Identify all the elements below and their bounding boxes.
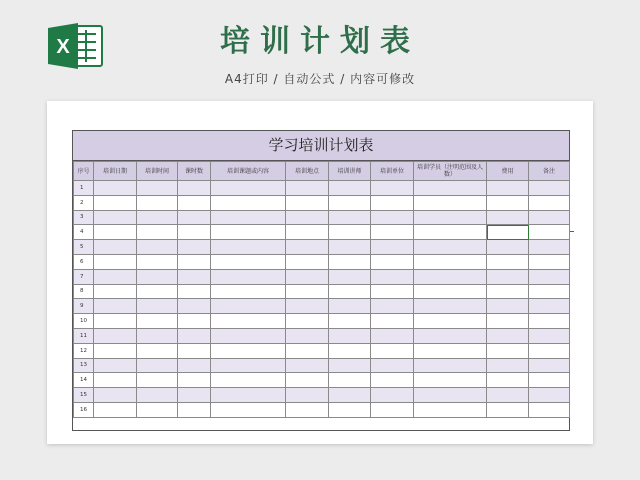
table-cell[interactable] bbox=[286, 195, 329, 210]
table-cell[interactable] bbox=[211, 358, 286, 373]
table-cell[interactable] bbox=[371, 195, 414, 210]
table-cell[interactable] bbox=[529, 195, 570, 210]
table-cell[interactable] bbox=[414, 195, 487, 210]
table-cell[interactable] bbox=[286, 328, 329, 343]
table-cell[interactable] bbox=[529, 181, 570, 196]
table-row bbox=[74, 269, 570, 284]
table-cell[interactable] bbox=[329, 195, 371, 210]
table-cell[interactable] bbox=[211, 195, 286, 210]
column-header[interactable]: 培训课题或内容 bbox=[211, 162, 286, 181]
table-cell[interactable] bbox=[414, 314, 487, 329]
row-number-cell[interactable]: 1 bbox=[74, 181, 94, 196]
table-cell[interactable] bbox=[529, 388, 570, 403]
table-cell[interactable] bbox=[211, 269, 286, 284]
column-header[interactable]: 培训讲师 bbox=[329, 162, 371, 181]
table-cell[interactable] bbox=[371, 210, 414, 225]
table-cell[interactable] bbox=[487, 358, 529, 373]
table-row bbox=[74, 240, 570, 255]
table-cell[interactable] bbox=[371, 388, 414, 403]
table-row bbox=[74, 225, 570, 240]
table-cell[interactable] bbox=[178, 402, 211, 417]
table-cell[interactable] bbox=[94, 225, 137, 240]
table-cell[interactable] bbox=[178, 181, 211, 196]
table-cell[interactable] bbox=[178, 299, 211, 314]
table-cell[interactable] bbox=[211, 254, 286, 269]
table-cell[interactable] bbox=[329, 328, 371, 343]
table-body bbox=[74, 181, 570, 418]
table-cell[interactable] bbox=[94, 373, 137, 388]
table-cell[interactable] bbox=[529, 240, 570, 255]
table-cell[interactable] bbox=[137, 343, 178, 358]
table-cell[interactable] bbox=[487, 269, 529, 284]
table-cell[interactable] bbox=[329, 373, 371, 388]
table-cell[interactable] bbox=[94, 328, 137, 343]
table-cell[interactable] bbox=[414, 402, 487, 417]
table-cell[interactable] bbox=[211, 402, 286, 417]
spreadsheet-preview bbox=[47, 101, 593, 444]
table-cell[interactable] bbox=[487, 210, 529, 225]
table-cell[interactable] bbox=[487, 343, 529, 358]
table-cell[interactable] bbox=[178, 240, 211, 255]
table-cell[interactable] bbox=[329, 402, 371, 417]
table-cell[interactable] bbox=[137, 388, 178, 403]
table-cell[interactable] bbox=[286, 284, 329, 299]
table-cell[interactable] bbox=[211, 343, 286, 358]
table-cell[interactable] bbox=[286, 388, 329, 403]
table-cell[interactable] bbox=[487, 284, 529, 299]
table-cell[interactable] bbox=[137, 284, 178, 299]
table-cell[interactable] bbox=[94, 254, 137, 269]
table-row bbox=[74, 181, 570, 196]
table-cell[interactable] bbox=[371, 181, 414, 196]
table-cell[interactable] bbox=[178, 328, 211, 343]
table-cell[interactable] bbox=[286, 225, 329, 240]
table-cell[interactable] bbox=[414, 254, 487, 269]
row-number-cell[interactable]: 9 bbox=[74, 299, 94, 314]
table-cell[interactable] bbox=[371, 402, 414, 417]
table-cell[interactable] bbox=[178, 343, 211, 358]
table-cell[interactable] bbox=[371, 284, 414, 299]
table-cell[interactable] bbox=[211, 240, 286, 255]
training-plan-sheet bbox=[72, 130, 570, 431]
table-cell[interactable] bbox=[371, 225, 414, 240]
column-header[interactable]: 培训地点 bbox=[286, 162, 329, 181]
row-number-cell[interactable]: 15 bbox=[74, 388, 94, 403]
table-cell[interactable] bbox=[414, 284, 487, 299]
table-cell[interactable] bbox=[178, 254, 211, 269]
table-cell[interactable] bbox=[529, 210, 570, 225]
table-cell[interactable] bbox=[94, 284, 137, 299]
table-cell[interactable] bbox=[414, 181, 487, 196]
table-cell[interactable] bbox=[211, 328, 286, 343]
sheet-title: 学习培训计划表 bbox=[73, 131, 569, 161]
table-cell[interactable] bbox=[178, 210, 211, 225]
row-number-cell[interactable]: 6 bbox=[74, 254, 94, 269]
table-cell[interactable] bbox=[94, 269, 137, 284]
table-cell[interactable] bbox=[94, 402, 137, 417]
table-cell[interactable] bbox=[371, 328, 414, 343]
table-cell[interactable] bbox=[178, 373, 211, 388]
table-cell[interactable] bbox=[529, 299, 570, 314]
row-number-cell[interactable]: 11 bbox=[74, 328, 94, 343]
table-cell[interactable] bbox=[529, 328, 570, 343]
table-cell[interactable] bbox=[487, 373, 529, 388]
table-cell[interactable] bbox=[286, 343, 329, 358]
table-cell[interactable] bbox=[137, 299, 178, 314]
table-cell[interactable] bbox=[414, 225, 487, 240]
table-cell[interactable] bbox=[329, 388, 371, 403]
table-cell[interactable] bbox=[529, 402, 570, 417]
column-header[interactable]: 培训学员（注明范围及人数） bbox=[414, 162, 487, 181]
table-cell[interactable] bbox=[178, 269, 211, 284]
column-header[interactable]: 课时数 bbox=[178, 162, 211, 181]
table-cell[interactable] bbox=[94, 181, 137, 196]
table-cell[interactable] bbox=[286, 402, 329, 417]
table-cell[interactable] bbox=[211, 388, 286, 403]
table-cell[interactable] bbox=[137, 328, 178, 343]
table-cell[interactable] bbox=[94, 343, 137, 358]
table-cell[interactable] bbox=[329, 358, 371, 373]
table-cell[interactable] bbox=[137, 210, 178, 225]
table-cell[interactable] bbox=[529, 314, 570, 329]
table-cell[interactable] bbox=[94, 388, 137, 403]
table-cell[interactable] bbox=[286, 358, 329, 373]
table-cell[interactable] bbox=[529, 269, 570, 284]
table-row bbox=[74, 388, 570, 403]
table-cell[interactable] bbox=[137, 254, 178, 269]
table-cell[interactable] bbox=[94, 195, 137, 210]
table-cell[interactable] bbox=[371, 343, 414, 358]
table-row bbox=[74, 328, 570, 343]
table-cell[interactable] bbox=[414, 358, 487, 373]
row-number-cell[interactable]: 12 bbox=[74, 343, 94, 358]
column-header[interactable]: 培训单位 bbox=[371, 162, 414, 181]
table-cell[interactable] bbox=[487, 328, 529, 343]
table-row bbox=[74, 314, 570, 329]
table-row bbox=[74, 210, 570, 225]
table-cell[interactable] bbox=[211, 181, 286, 196]
table-cell[interactable] bbox=[487, 402, 529, 417]
table-cell[interactable] bbox=[371, 373, 414, 388]
table-cell[interactable] bbox=[286, 240, 329, 255]
row-number-cell[interactable]: 7 bbox=[74, 269, 94, 284]
page-subtitle: A4打印 / 自动公式 / 内容可修改 bbox=[224, 72, 416, 86]
table-cell[interactable] bbox=[178, 314, 211, 329]
table-cell[interactable] bbox=[529, 358, 570, 373]
training-plan-table bbox=[73, 161, 570, 418]
row-number-cell[interactable]: 5 bbox=[74, 240, 94, 255]
table-cell[interactable] bbox=[329, 254, 371, 269]
column-header[interactable]: 培训时间 bbox=[137, 162, 178, 181]
table-row bbox=[74, 195, 570, 210]
table-cell[interactable] bbox=[178, 284, 211, 299]
table-header-row bbox=[74, 162, 570, 181]
table-cell[interactable] bbox=[487, 254, 529, 269]
table-cell[interactable] bbox=[529, 254, 570, 269]
table-cell[interactable] bbox=[137, 314, 178, 329]
table-cell[interactable] bbox=[94, 358, 137, 373]
excel-logo-letter: X bbox=[56, 36, 70, 58]
table-cell[interactable] bbox=[137, 240, 178, 255]
table-cell[interactable] bbox=[487, 195, 529, 210]
selected-cell[interactable] bbox=[487, 225, 529, 240]
table-cell[interactable] bbox=[137, 358, 178, 373]
table-cell[interactable] bbox=[178, 195, 211, 210]
table-row bbox=[74, 358, 570, 373]
column-header[interactable]: 培训日期 bbox=[94, 162, 137, 181]
table-cell[interactable] bbox=[329, 284, 371, 299]
table-cell[interactable] bbox=[329, 314, 371, 329]
row-number-cell[interactable]: 16 bbox=[74, 402, 94, 417]
table-cell[interactable] bbox=[371, 254, 414, 269]
table-cell[interactable] bbox=[211, 373, 286, 388]
table-cell[interactable] bbox=[529, 225, 570, 240]
table-row bbox=[74, 402, 570, 417]
row-number-cell[interactable]: 4 bbox=[74, 225, 94, 240]
table-cell[interactable] bbox=[414, 210, 487, 225]
table-cell[interactable] bbox=[178, 388, 211, 403]
page-title: 培训计划表 bbox=[220, 24, 420, 59]
table-cell[interactable] bbox=[211, 284, 286, 299]
table-cell[interactable] bbox=[178, 358, 211, 373]
table-cell[interactable] bbox=[137, 269, 178, 284]
table-row bbox=[74, 299, 570, 314]
table-cell[interactable] bbox=[137, 195, 178, 210]
table-cell[interactable] bbox=[487, 388, 529, 403]
table-cell[interactable] bbox=[211, 299, 286, 314]
table-cell[interactable] bbox=[529, 373, 570, 388]
row-number-cell[interactable]: 2 bbox=[74, 195, 94, 210]
table-cell[interactable] bbox=[371, 269, 414, 284]
table-cell[interactable] bbox=[94, 210, 137, 225]
table-cell[interactable] bbox=[211, 225, 286, 240]
table-cell[interactable] bbox=[286, 299, 329, 314]
table-cell[interactable] bbox=[487, 299, 529, 314]
column-header[interactable]: 序号 bbox=[74, 162, 94, 181]
table-cell[interactable] bbox=[94, 314, 137, 329]
table-cell[interactable] bbox=[371, 314, 414, 329]
column-header[interactable]: 费用 bbox=[487, 162, 529, 181]
table-cell[interactable] bbox=[414, 328, 487, 343]
table-cell[interactable] bbox=[178, 225, 211, 240]
table-cell[interactable] bbox=[329, 269, 371, 284]
row-number-cell[interactable]: 13 bbox=[74, 358, 94, 373]
table-cell[interactable] bbox=[137, 225, 178, 240]
table-cell[interactable] bbox=[211, 314, 286, 329]
table-cell[interactable] bbox=[487, 181, 529, 196]
table-cell[interactable] bbox=[137, 373, 178, 388]
table-cell[interactable] bbox=[94, 240, 137, 255]
table-cell[interactable] bbox=[329, 210, 371, 225]
table-cell[interactable] bbox=[414, 388, 487, 403]
table-cell[interactable] bbox=[371, 358, 414, 373]
table-cell[interactable] bbox=[371, 299, 414, 314]
table-cell[interactable] bbox=[329, 343, 371, 358]
table-cell[interactable] bbox=[371, 240, 414, 255]
table-cell[interactable] bbox=[529, 284, 570, 299]
table-cell[interactable] bbox=[286, 210, 329, 225]
table-cell[interactable] bbox=[286, 181, 329, 196]
table-cell[interactable] bbox=[286, 254, 329, 269]
table-cell[interactable] bbox=[329, 181, 371, 196]
table-row bbox=[74, 373, 570, 388]
table-cell[interactable] bbox=[137, 402, 178, 417]
table-row bbox=[74, 343, 570, 358]
row-number-cell[interactable]: 3 bbox=[74, 210, 94, 225]
row-number-cell[interactable]: 14 bbox=[74, 373, 94, 388]
table-cell[interactable] bbox=[414, 343, 487, 358]
table-cell[interactable] bbox=[414, 373, 487, 388]
table-cell[interactable] bbox=[329, 225, 371, 240]
table-row bbox=[74, 254, 570, 269]
table-cell[interactable] bbox=[414, 240, 487, 255]
column-header[interactable]: 备注 bbox=[529, 162, 570, 181]
table-cell[interactable] bbox=[286, 269, 329, 284]
table-cell[interactable] bbox=[487, 314, 529, 329]
table-cell[interactable] bbox=[211, 210, 286, 225]
row-number-cell[interactable]: 10 bbox=[74, 314, 94, 329]
table-cell[interactable] bbox=[329, 240, 371, 255]
table-cell[interactable] bbox=[414, 299, 487, 314]
table-cell[interactable] bbox=[329, 299, 371, 314]
table-cell[interactable] bbox=[286, 314, 329, 329]
table-cell[interactable] bbox=[137, 181, 178, 196]
row-number-cell[interactable]: 8 bbox=[74, 284, 94, 299]
table-row bbox=[74, 284, 570, 299]
table-cell[interactable] bbox=[487, 240, 529, 255]
table-cell[interactable] bbox=[414, 269, 487, 284]
table-cell[interactable] bbox=[94, 299, 137, 314]
table-cell[interactable] bbox=[529, 343, 570, 358]
table-cell[interactable] bbox=[286, 373, 329, 388]
